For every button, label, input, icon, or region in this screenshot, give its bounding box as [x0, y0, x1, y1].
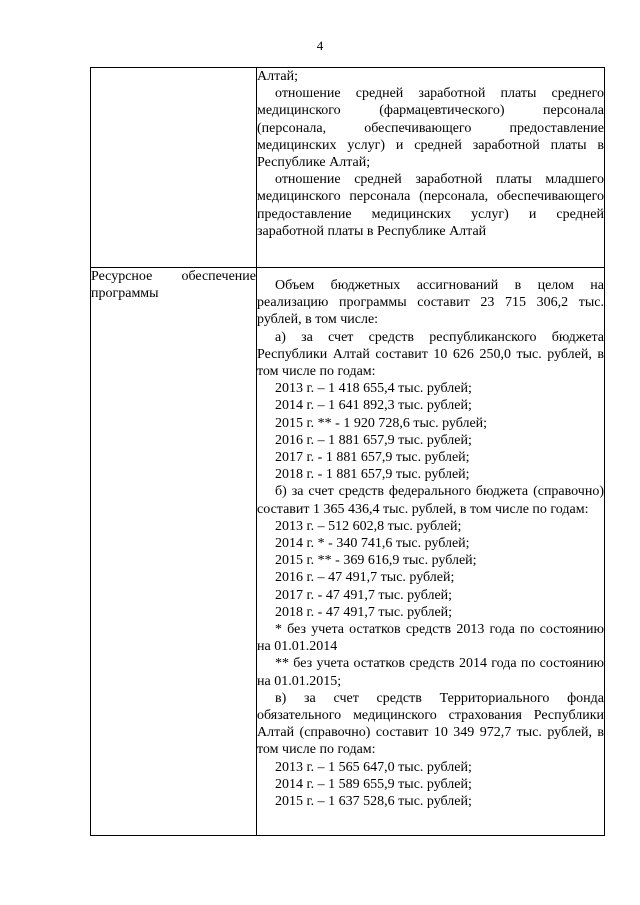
page-number: 4: [316, 38, 324, 53]
paragraph: Алтай;: [257, 69, 298, 84]
paragraph: 2015 г. ** - 369 616,9 тыс. рублей;: [275, 553, 477, 569]
paragraph: 2015 г. – 1 637 528,6 тыс. рублей;: [275, 794, 472, 810]
paragraph: * без учета остатков средств 2013 года по состоянию на 01.01.2014: [257, 622, 604, 655]
paragraph: в) за счет средств Территориального фонда обязательного медицинского страхования Республики Алтай (справочно) составит 10 349 972,7 тыс. рублей, в том числе по годам:: [257, 690, 604, 758]
paragraph: 2016 г. – 47 491,7 тыс. рублей;: [275, 570, 455, 586]
table-row: [91, 68, 605, 268]
paragraph: 2014 г. – 1 641 892,3 тыс. рублей;: [275, 398, 472, 414]
paragraph: 2013 г. – 512 602,8 тыс. рублей;: [275, 518, 462, 534]
row-content: [257, 268, 605, 836]
paragraph: 2018 г. - 47 491,7 тыс. рублей;: [275, 604, 453, 620]
paragraph: ** без учета остатков средств 2014 года по состоянию на 01.01.2015;: [257, 656, 604, 689]
table-row: [91, 268, 605, 836]
paragraph: 2017 г. - 1 881 657,9 тыс. рублей;: [275, 450, 470, 466]
paragraph: 2014 г. – 1 589 655,9 тыс. рублей;: [275, 776, 472, 792]
paragraph: отношение средней заработной платы младшего медицинского персонала (персонала, обеспечивающего предоставление медицинских услуг) и средней заработной платы в Республике Алтай: [257, 172, 604, 239]
paragraph: 2013 г. – 1 418 655,4 тыс. рублей;: [275, 381, 472, 397]
paragraph: 2013 г. – 1 565 647,0 тыс. рублей;: [275, 759, 472, 775]
program-passport-table: [90, 67, 605, 836]
paragraph: 2018 г. - 1 881 657,9 тыс. рублей;: [275, 467, 470, 483]
row-label: [91, 68, 257, 268]
paragraph: а) за счет средств республиканского бюджета Республики Алтай составит 10 626 250,0 тыс. рублей, в том числе по годам:: [257, 329, 604, 380]
paragraph: Объем бюджетных ассигнований в целом на реализацию программы составит 23 715 306,2 тыс. рублей, в том числе:: [257, 278, 604, 328]
paragraph: 2014 г. * - 340 741,6 тыс. рублей;: [275, 536, 470, 552]
paragraph: отношение средней заработной платы среднего медицинского (фармацевтического) персонала (персонала, обеспечивающего предоставление медицинских услуг) и средней заработной платы в Республике Алтай;: [257, 86, 604, 171]
row-content: [257, 68, 605, 268]
paragraph: б) за счет средств федерального бюджета (справочно) составит 1 365 436,4 тыс. рублей, в том числе по годам:: [257, 484, 604, 517]
paragraph: 2017 г. - 47 491,7 тыс. рублей;: [275, 587, 453, 603]
row-label: Ресурсное обеспечение программы: [91, 268, 257, 836]
paragraph: 2015 г. ** - 1 920 728,6 тыс. рублей;: [275, 415, 488, 431]
paragraph: 2016 г. – 1 881 657,9 тыс. рублей;: [275, 432, 472, 448]
